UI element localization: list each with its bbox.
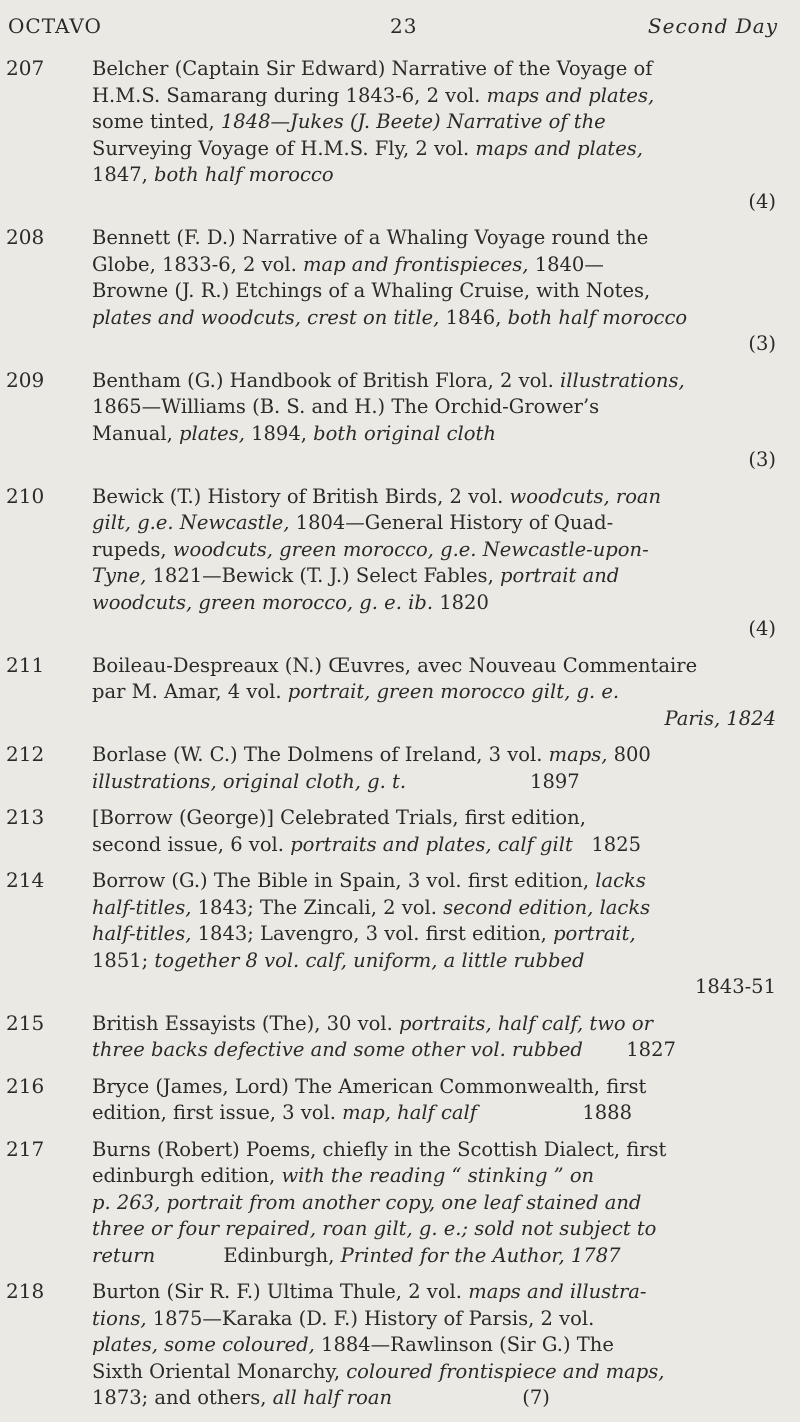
description-line	[92, 563, 776, 590]
italic-text: Printed for the Author, 1787	[340, 1243, 621, 1267]
italic-text: 1848—Jukes (J. Beete) Narrative of the	[220, 110, 606, 133]
italic-text: together 8 vol. calf, uniform, a little rubbed	[154, 948, 585, 972]
italic-text: plates, some coloured,	[92, 1333, 315, 1356]
italic-text: map, half calf	[342, 1101, 477, 1124]
description-line	[92, 1163, 776, 1190]
roman-text: Sixth Oriental Monarchy,	[92, 1359, 347, 1383]
italic-text: portrait,	[553, 922, 636, 945]
roman-text: Bewick (T.) History of British Birds, 2 vol.	[92, 484, 510, 508]
lot-number: 213	[6, 805, 45, 829]
lot-number: 208	[6, 225, 45, 249]
roman-text: Edinburgh,	[155, 1243, 341, 1267]
italic-text: three or four repaired, roan gilt, g. e.; sold not subject to	[92, 1217, 657, 1240]
lot-number: 212	[6, 742, 45, 766]
description-line	[92, 769, 776, 796]
roman-text: 1894,	[244, 421, 314, 445]
lot-number: 210	[6, 483, 45, 508]
lot-number: 207	[6, 56, 45, 80]
italic-text: return	[92, 1243, 156, 1267]
catalogue-entries	[0, 56, 800, 1422]
catalogue-entry	[0, 225, 800, 358]
roman-text: some tinted,	[92, 110, 221, 133]
catalogue-entry	[0, 56, 800, 215]
description-line	[92, 868, 776, 895]
roman-text: 1820	[433, 590, 489, 614]
description-line	[92, 1011, 776, 1038]
lot-description	[92, 1279, 776, 1412]
catalogue-entry	[0, 1011, 800, 1064]
lot-description	[92, 1011, 776, 1064]
roman-text: edinburgh edition,	[92, 1164, 282, 1187]
catalogue-entry	[0, 1074, 800, 1127]
catalogue-entry	[0, 1137, 800, 1270]
description-line	[92, 1279, 776, 1306]
catalogue-entry	[0, 742, 800, 795]
lot-number: 211	[6, 652, 45, 677]
roman-text: Globe, 1833-6, 2 vol.	[92, 252, 303, 276]
description-line	[92, 1243, 776, 1270]
lot-description	[92, 225, 776, 358]
lot-description	[92, 1074, 776, 1127]
lot-description	[92, 868, 776, 1001]
lot-tail: (4)	[748, 617, 776, 640]
header-day: Second Day	[647, 14, 778, 38]
description-line	[92, 1332, 776, 1359]
description-line	[92, 805, 776, 832]
italic-text: maps and plates,	[475, 136, 643, 160]
description-line	[92, 305, 776, 332]
roman-text: Burns (Robert) Poems, chiefly in the Scottish Dialect, first	[92, 1137, 667, 1161]
lot-number: 214	[6, 868, 45, 892]
description-line	[92, 1306, 776, 1333]
roman-text: (7)	[392, 1386, 550, 1409]
lot-number: 209	[6, 367, 45, 392]
italic-text: map and frontispieces,	[303, 252, 529, 276]
description-line	[92, 136, 776, 163]
italic-text: portrait and	[499, 564, 620, 587]
roman-text: 1847,	[92, 163, 155, 186]
roman-text: 1873; and others,	[92, 1386, 273, 1409]
italic-text: gilt, g.e. Newcastle,	[92, 511, 290, 534]
description-line	[92, 921, 776, 948]
lot-number: 215	[6, 1010, 45, 1035]
lot-tail: (3)	[748, 332, 776, 355]
italic-text: plates and woodcuts, crest on title,	[92, 305, 440, 329]
roman-text: Boileau-Despreaux (N.) Œuvres, avec Nouveau Commentaire	[92, 653, 698, 677]
italic-text: half-titles,	[92, 922, 192, 945]
description-line	[92, 1359, 776, 1386]
roman-text: 1840—	[528, 252, 604, 276]
description-line	[92, 1385, 776, 1412]
roman-text: rupeds,	[92, 537, 173, 561]
description-line	[92, 895, 776, 922]
description-line	[92, 368, 776, 395]
italic-text: with the reading “ stinking ” on	[281, 1164, 595, 1187]
roman-text: 1846,	[439, 305, 508, 329]
roman-text: British Essayists (The), 30 vol.	[92, 1011, 400, 1035]
roman-text: 1825	[572, 832, 642, 856]
description-line	[92, 1216, 776, 1243]
description-line	[92, 1190, 776, 1217]
italic-text: woodcuts, green morocco, g. e. ib.	[92, 590, 434, 614]
description-line	[92, 948, 776, 975]
description-line	[92, 742, 776, 769]
description-line	[92, 278, 776, 305]
roman-text: 1897	[406, 769, 580, 793]
roman-text: edition, first issue, 3 vol.	[92, 1101, 343, 1124]
roman-text: Belcher (Captain Sir Edward) Narrative of the Voyage of	[92, 57, 653, 80]
roman-text: 1804—General History of Quad-	[289, 511, 614, 534]
roman-text: 800	[607, 743, 651, 766]
description-line	[92, 83, 776, 110]
description-line	[92, 679, 776, 706]
roman-text: Bentham (G.) Handbook of British Flora, 2 vol.	[92, 368, 561, 392]
lot-tail: 1843-51	[694, 975, 776, 998]
italic-text: woodcuts, green morocco, g.e. Newcastle-upon-	[172, 537, 649, 561]
description-line	[92, 1074, 776, 1101]
lot-description	[92, 368, 776, 474]
description-line	[92, 832, 776, 859]
description-line	[92, 484, 776, 511]
roman-text: second issue, 6 vol.	[92, 832, 291, 856]
description-line	[92, 225, 776, 252]
italic-text: portraits, half calf, two or	[399, 1011, 653, 1035]
catalogue-entry	[0, 868, 800, 1001]
italic-text: second edition, lacks	[443, 895, 651, 919]
lot-description	[92, 484, 776, 643]
italic-text: both original cloth	[313, 421, 496, 445]
roman-text: Bryce (James, Lord) The American Commonwealth, first	[92, 1074, 647, 1098]
roman-text: 1875—Karaka (D. F.) History of Parsis, 2 vol.	[146, 1306, 595, 1330]
italic-text: three backs defective and some other vol. rubbed	[92, 1038, 583, 1061]
description-line	[92, 252, 776, 279]
roman-text: 1821—Bewick (T. J.) Select Fables,	[146, 564, 500, 587]
lot-description	[92, 1137, 776, 1270]
roman-text: Browne (J. R.) Etchings of a Whaling Cruise, with Notes,	[92, 279, 651, 302]
description-line	[92, 590, 776, 617]
catalogue-entry	[0, 368, 800, 474]
italic-text: plates,	[178, 421, 245, 445]
italic-text: Tyne,	[92, 564, 147, 587]
roman-text: 1851;	[92, 948, 155, 972]
italic-text: coloured frontispiece and maps,	[346, 1359, 665, 1383]
roman-text: Borrow (G.) The Bible in Spain, 3 vol. first edition,	[92, 869, 596, 892]
catalogue-entry	[0, 484, 800, 643]
description-line	[92, 162, 776, 189]
catalogue-entry	[0, 1279, 800, 1412]
italic-text: maps,	[548, 743, 608, 766]
lot-tail: Paris, 1824	[664, 706, 776, 730]
header-format: OCTAVO	[8, 14, 102, 38]
italic-text: p. 263, portrait from another copy, one leaf stained and	[92, 1190, 642, 1214]
description-line	[92, 653, 776, 680]
roman-text: 1827	[582, 1038, 676, 1061]
roman-text: Borlase (W. C.) The Dolmens of Ireland, 3 vol.	[92, 743, 549, 766]
lot-number: 218	[6, 1279, 45, 1303]
lot-description	[92, 742, 776, 795]
page-number: 23	[390, 14, 418, 38]
roman-text: Manual,	[92, 421, 179, 445]
roman-text: 1888	[476, 1101, 632, 1124]
roman-text: Burton (Sir R. F.) Ultima Thule, 2 vol.	[92, 1280, 469, 1303]
description-line	[92, 109, 776, 136]
italic-text: tions,	[92, 1306, 147, 1330]
italic-text: both half morocco	[154, 163, 334, 186]
roman-text: H.M.S. Samarang during 1843-6, 2 vol.	[92, 83, 487, 107]
description-line	[92, 394, 776, 421]
lot-number: 216	[6, 1073, 45, 1098]
lot-number: 217	[6, 1136, 45, 1161]
roman-text: 1843; The Zincali, 2 vol.	[191, 895, 444, 919]
italic-text: illustrations, original cloth, g. t.	[92, 769, 407, 793]
description-line	[92, 56, 776, 83]
description-line	[92, 421, 776, 448]
italic-text: portraits and plates, calf gilt	[290, 832, 573, 856]
italic-text: half-titles,	[92, 895, 192, 919]
description-line	[92, 1037, 776, 1064]
catalogue-entry	[0, 653, 800, 733]
italic-text: maps and illustra-	[468, 1280, 647, 1303]
lot-tail: (4)	[748, 189, 776, 213]
italic-text: lacks	[595, 869, 646, 892]
lot-description	[92, 805, 776, 858]
italic-text: illustrations,	[560, 368, 685, 392]
lot-tail: (3)	[748, 448, 776, 471]
roman-text: 1865—Williams (B. S. and H.) The Orchid-Grower’s	[92, 395, 600, 418]
description-line	[92, 537, 776, 564]
lot-description	[92, 56, 776, 215]
description-line	[92, 1100, 776, 1127]
italic-text: portrait, green morocco gilt, g. e.	[287, 680, 620, 703]
italic-text: both half morocco	[507, 305, 688, 329]
catalogue-entry	[0, 805, 800, 858]
description-line	[92, 1137, 776, 1164]
italic-text: all half roan	[272, 1386, 393, 1409]
roman-text: [Borrow (George)] Celebrated Trials, first edition,	[92, 806, 586, 829]
italic-text: woodcuts, roan	[509, 484, 662, 508]
italic-text: maps and plates,	[486, 83, 655, 107]
roman-text: par M. Amar, 4 vol.	[92, 680, 288, 703]
roman-text: Bennett (F. D.) Narrative of a Whaling Voyage round the	[92, 226, 649, 249]
roman-text: Surveying Voyage of H.M.S. Fly, 2 vol.	[92, 136, 476, 160]
roman-text: 1884—Rawlinson (Sir G.) The	[314, 1333, 614, 1356]
description-line	[92, 510, 776, 537]
roman-text: 1843; Lavengro, 3 vol. first edition,	[191, 922, 554, 945]
page-header	[8, 14, 778, 54]
lot-description	[92, 653, 776, 733]
